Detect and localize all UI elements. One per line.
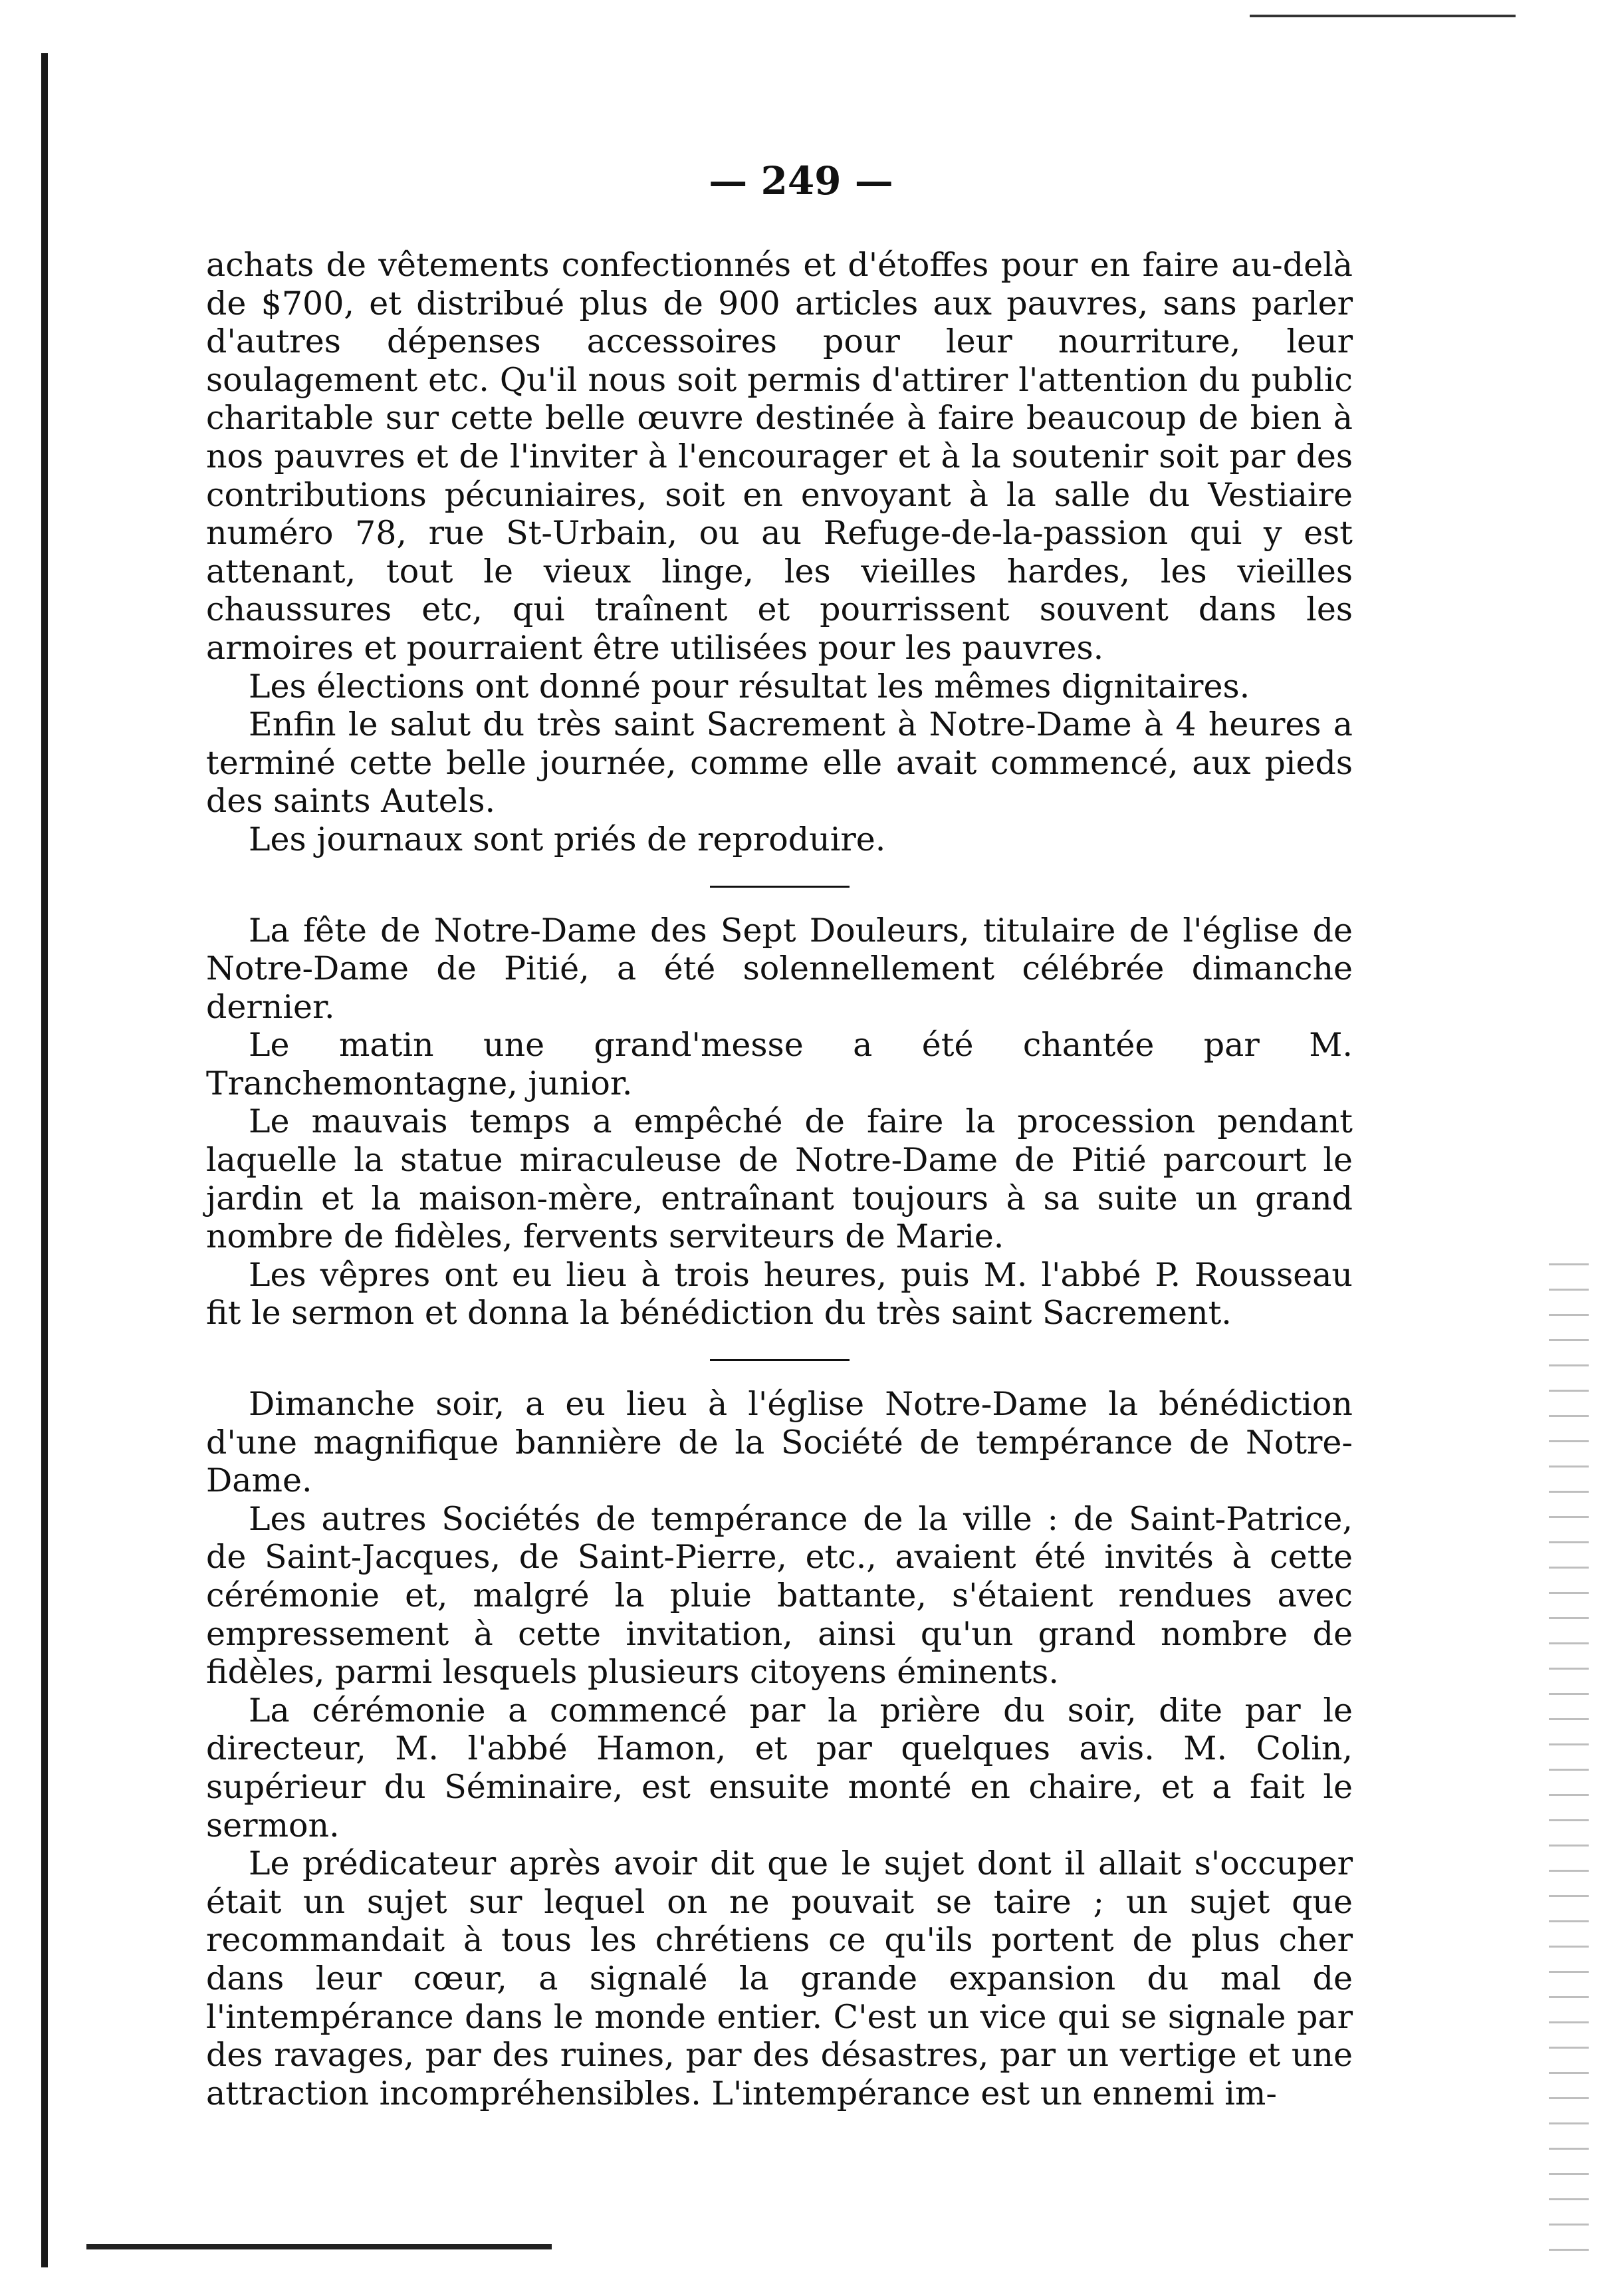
page-number: — 249 — xyxy=(709,158,893,203)
paragraph: Les autres Sociétés de tempérance de la ville : de Saint-Patrice, de Saint-Jacques, de Saint-Pierre, etc., avaient été invités à cette cérémonie et, malgré la pluie battante, s'étaient rendues avec empressement à cette invitation, ainsi qu'un grand nombre de fidèles, parmi lesquels plusieurs citoyens éminents. xyxy=(206,1499,1353,1692)
paragraph: achats de vêtements confectionnés et d'étoffes pour en faire au-delà de $700, et distribué plus de 900 articles aux pauvres, sans parler d'autres dépenses accessoires pour leur nourriture, leur soulagement etc. Qu'il nous soit permis d'attirer l'attention du public charitable sur cette belle œuvre destinée à faire beaucoup de bien à nos pauvres et de l'inviter à l'encourager et à la soutenir soit par des contributions pécuniaires, soit en envoyant à la salle du Vestiaire numéro 78, rue St-Urbain, ou au Refuge-de-la-passion qui y est attenant, tout le vieux linge, les vieilles hardes, les vieilles chaussures etc, qui traînent et pourrissent souvent dans les armoires et pourraient être utilisées pour les pauvres. xyxy=(206,246,1353,667)
paragraph: Les élections ont donné pour résultat les mêmes dignitaires. xyxy=(249,667,1250,705)
section-notre-dame-de-pitie xyxy=(206,912,1353,1333)
article-body xyxy=(206,246,1353,2112)
paragraph: Le mauvais temps a empêché de faire la procession pendant laquelle la statue miraculeuse de Notre-Dame de Pitié parcourt le jardin et la maison-mère, entraînant toujours à sa suite un grand nombre de fidèles, fervents serviteurs de Marie. xyxy=(206,1102,1353,1256)
paragraph: Les vêpres ont eu lieu à trois heures, puis M. l'abbé P. Rousseau fit le sermon et donna la bénédiction du très saint Sacrement. xyxy=(206,1255,1353,1333)
top-edge-mark xyxy=(1250,15,1516,17)
paragraph: Le prédicateur après avoir dit que le sujet dont il allait s'occuper était un sujet sur lequel on ne pouvait se taire ; un sujet que recommandait à tous les chrétiens ce qu'ils portent de plus cher dans leur cœur, a signalé la grande expansion du mal de l'intempérance dans le monde entier. C'est un vice qui se signale par des ravages, par des ruines, par des désastres, par un vertige et une attraction incompréhensibles. L'intempérance est un ennemi im- xyxy=(206,1845,1353,2112)
paragraph: La fête de Notre-Dame des Sept Douleurs, titulaire de l'église de Notre-Dame de Pitié, a été solennellement célébrée dimanche dernier. xyxy=(206,911,1353,1026)
paragraph: Le matin une grand'messe a été chantée par M. Tranchemontagne, junior. xyxy=(206,1026,1353,1102)
paragraph: Enfin le salut du très saint Sacrement à Notre-Dame à 4 heures a terminé cette belle journée, comme elle avait commencé, aux pieds des saints Autels. xyxy=(206,705,1353,821)
section-temperance xyxy=(206,1385,1353,2112)
section-divider xyxy=(710,886,850,888)
paragraph: Dimanche soir, a eu lieu à l'église Notre-Dame la bénédiction d'une magnifique bannière de la Société de tempérance de Notre-Dame. xyxy=(206,1385,1353,1500)
scan-noise xyxy=(1549,1263,1589,2261)
paragraph: Les journaux sont priés de reproduire. xyxy=(249,820,886,858)
section-vestiaire xyxy=(206,246,1353,859)
binding-edge xyxy=(41,53,48,2267)
bottom-edge-mark xyxy=(86,2244,552,2249)
paragraph: La cérémonie a commencé par la prière du soir, dite par le directeur, M. l'abbé Hamon, et par quelques avis. M. Colin, supérieur du Séminaire, est ensuite monté en chaire, et a fait le sermon. xyxy=(206,1691,1353,1845)
section-divider xyxy=(710,1359,850,1361)
